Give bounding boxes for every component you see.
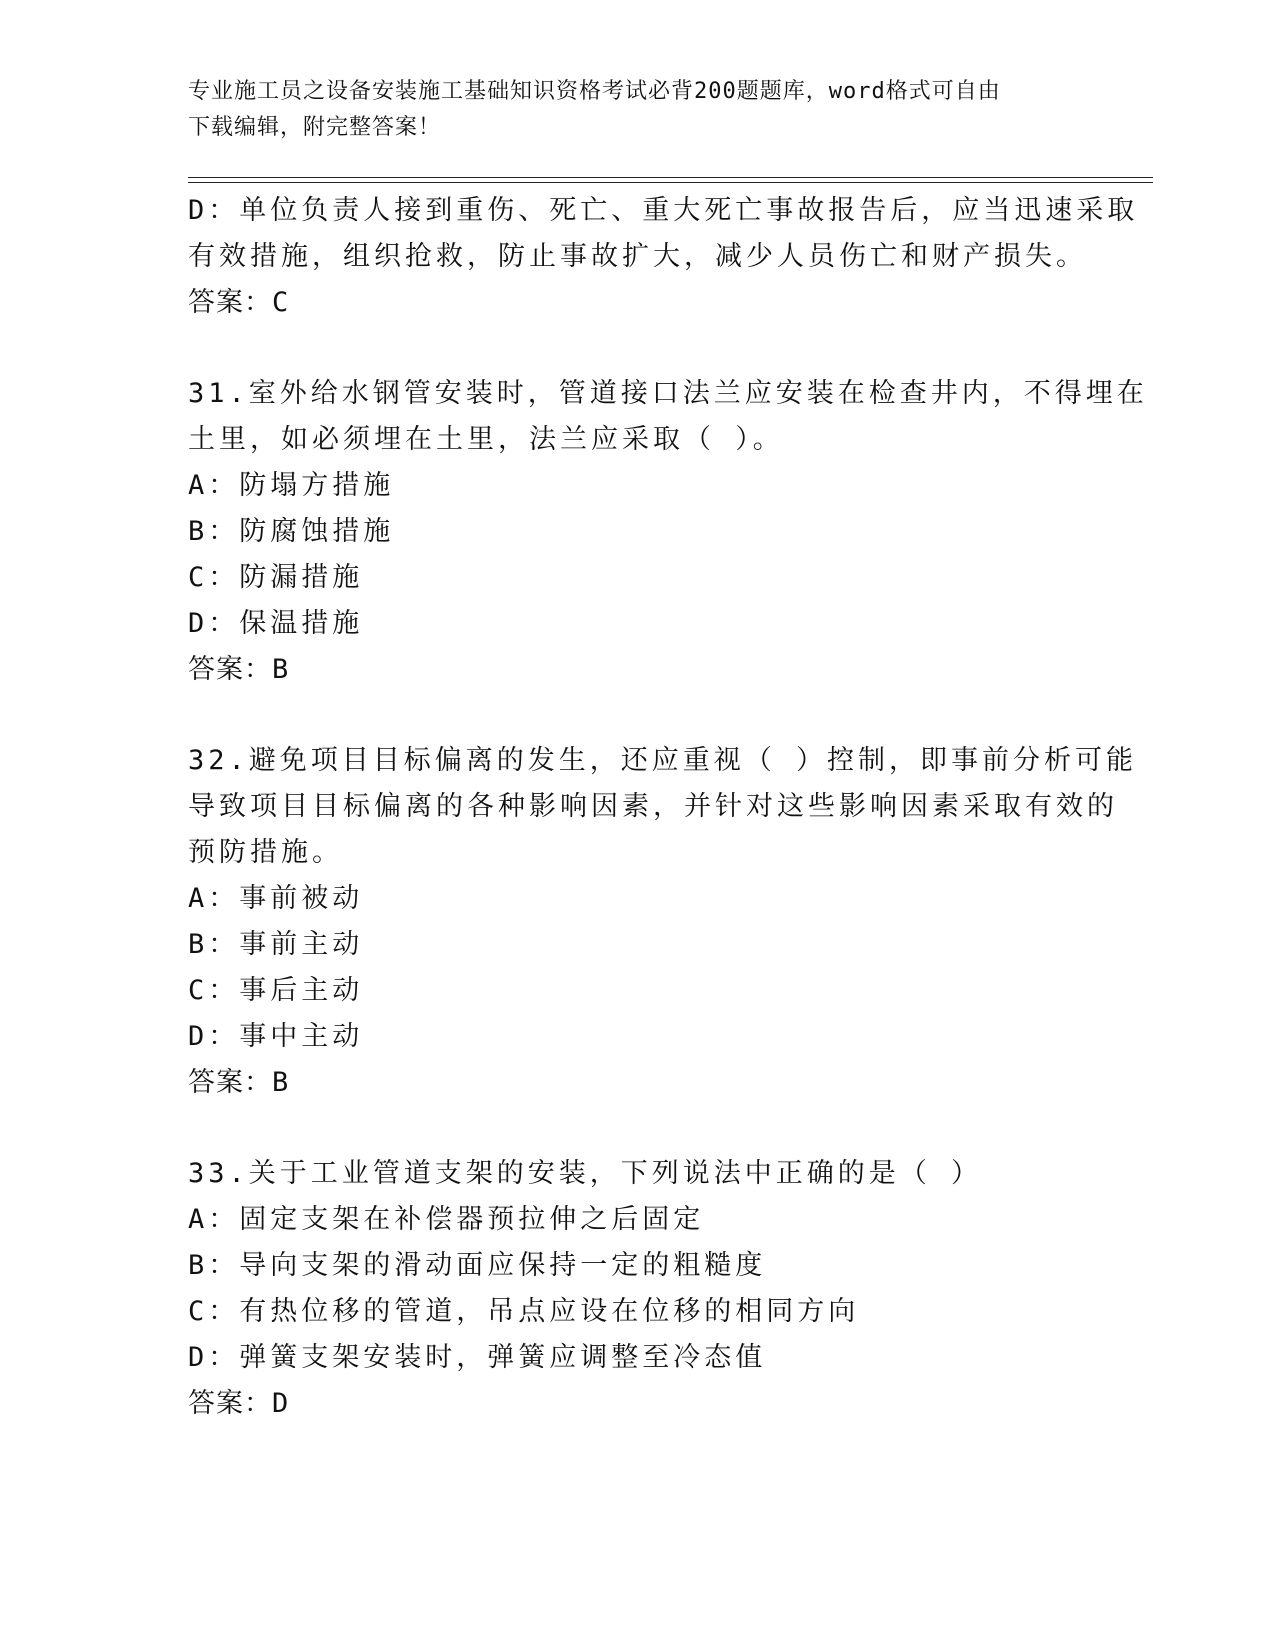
option-c: C：防漏措施 bbox=[188, 562, 364, 593]
option-d: D：事中主动 bbox=[188, 1021, 364, 1052]
header-title-line-2: 下载编辑，附完整答案！ bbox=[188, 115, 442, 140]
document-body bbox=[188, 188, 1148, 1427]
answer: 答案：C bbox=[188, 287, 290, 318]
answer: 答案：B bbox=[188, 1067, 290, 1098]
question-32 bbox=[188, 738, 1138, 1106]
option-c: C：事后主动 bbox=[188, 975, 364, 1006]
question-33 bbox=[188, 1151, 1088, 1427]
question-stem: 31.室外给水钢管安装时，管道接口法兰应安装在检查井内，不得埋在 bbox=[188, 378, 1148, 409]
option-d-continued: 有效措施，组织抢救，防止事故扩大，减少人员伤亡和财产损失。 bbox=[188, 241, 1087, 272]
option-a: A：防塌方措施 bbox=[188, 470, 395, 501]
question-stem: 33.关于工业管道支架的安装，下列说法中正确的是（ ） bbox=[188, 1158, 983, 1189]
option-d: D：弹簧支架安装时，弹簧应调整至冷态值 bbox=[188, 1342, 767, 1373]
question-stem-continued: 预防措施。 bbox=[188, 837, 343, 868]
question-stem: 32.避免项目目标偏离的发生，还应重视（ ）控制，即事前分析可能 bbox=[188, 745, 1138, 776]
option-d: D：保温措施 bbox=[188, 608, 364, 639]
previous-question-tail bbox=[188, 188, 1139, 326]
option-c: C：有热位移的管道，吊点应设在位移的相同方向 bbox=[188, 1296, 860, 1327]
header-title-line-1: 专业施工员之设备安装施工基础知识资格考试必背200题题库，word格式可自由 bbox=[188, 79, 1001, 104]
answer: 答案：D bbox=[188, 1388, 290, 1419]
option-b: B：导向支架的滑动面应保持一定的粗糙度 bbox=[188, 1250, 767, 1281]
question-stem-continued: 土里，如必须埋在土里，法兰应采取（ ）。 bbox=[188, 424, 784, 455]
question-31 bbox=[188, 371, 1148, 693]
option-a: A：固定支架在补偿器预拉伸之后固定 bbox=[188, 1204, 705, 1235]
document-header bbox=[188, 74, 1068, 146]
header-divider bbox=[188, 177, 1153, 183]
question-stem-continued: 导致项目目标偏离的各种影响因素，并针对这些影响因素采取有效的 bbox=[188, 791, 1118, 822]
option-b: B：防腐蚀措施 bbox=[188, 516, 395, 547]
answer: 答案：B bbox=[188, 654, 290, 685]
option-a: A：事前被动 bbox=[188, 883, 364, 914]
option-d: D：单位负责人接到重伤、死亡、重大死亡事故报告后，应当迅速采取 bbox=[188, 195, 1139, 226]
option-b: B：事前主动 bbox=[188, 929, 364, 960]
